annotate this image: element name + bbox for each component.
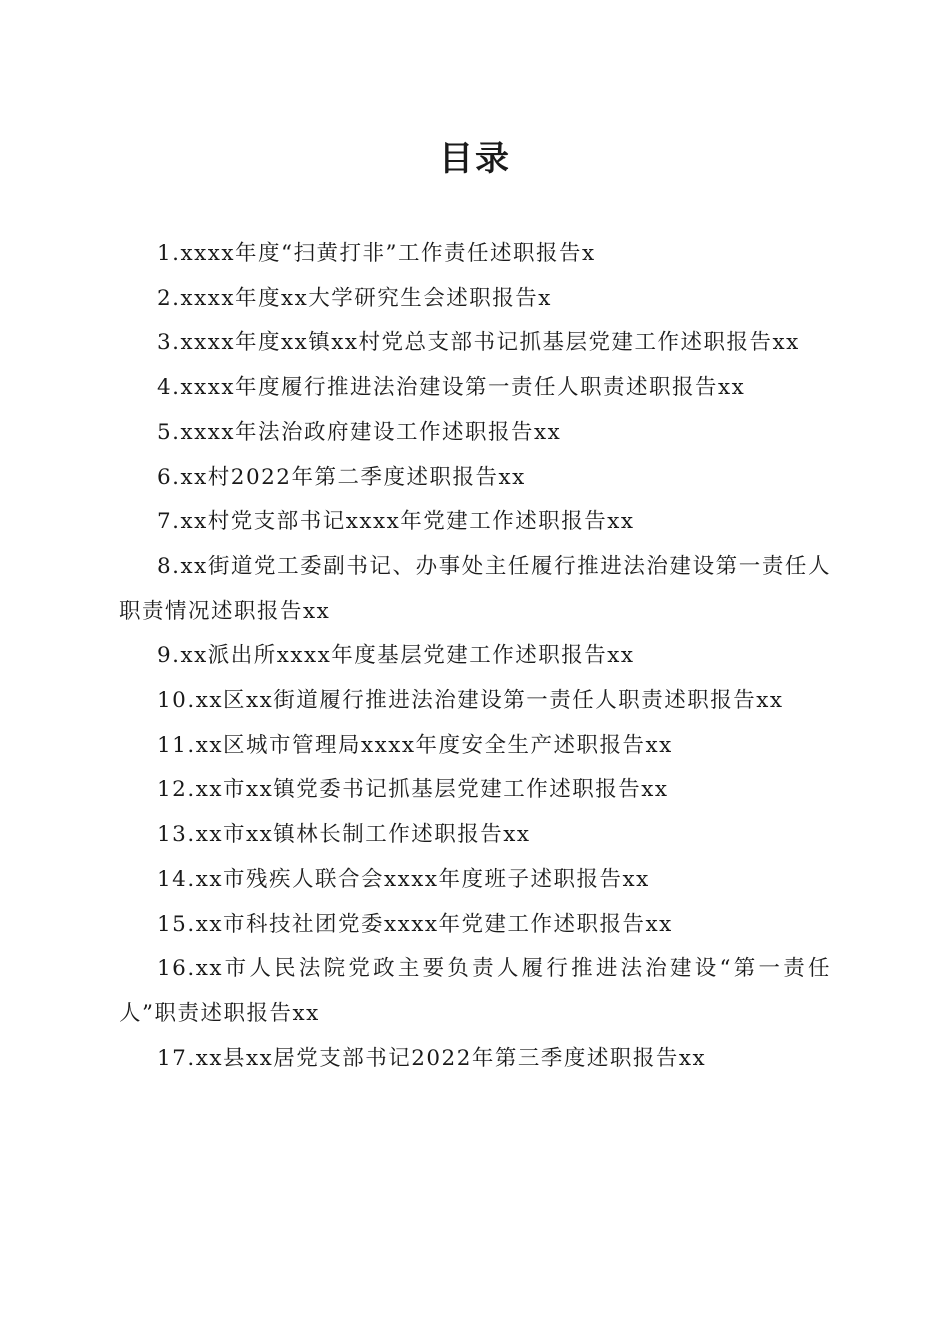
toc-entry-8[interactable]: 8.xx街道党工委副书记、办事处主任履行推进法治建设第一责任人职责情况述职报告xx: [119, 553, 831, 624]
toc-entry-5[interactable]: 5.xxxx年法治政府建设工作述职报告xx: [157, 419, 562, 445]
toc-entry-14[interactable]: 14.xx市残疾人联合会xxxx年度班子述职报告xx: [157, 866, 650, 892]
table-of-contents: [119, 232, 831, 1081]
toc-entry-1[interactable]: 1.xxxx年度“扫黄打非”工作责任述职报告x: [157, 241, 596, 266]
toc-entry-2[interactable]: 2.xxxx年度xx大学研究生会述职报告x: [157, 285, 552, 311]
toc-entry-17[interactable]: 17.xx县xx居党支部书记2022年第三季度述职报告xx: [157, 1045, 707, 1071]
toc-entry-9[interactable]: 9.xx派出所xxxx年度基层党建工作述职报告xx: [157, 643, 635, 669]
toc-entry-10[interactable]: 10.xx区xx街道履行推进法治建设第一责任人职责述职报告xx: [157, 688, 784, 714]
toc-entry-3[interactable]: 3.xxxx年度xx镇xx村党总支部书记抓基层党建工作述职报告xx: [157, 330, 800, 356]
toc-entry-12[interactable]: 12.xx市xx镇党委书记抓基层党建工作述职报告xx: [157, 777, 669, 803]
toc-entry-6[interactable]: 6.xx村2022年第二季度述职报告xx: [157, 464, 526, 490]
page-title: 目录: [439, 139, 511, 179]
toc-entry-13[interactable]: 13.xx市xx镇林长制工作述职报告xx: [157, 822, 531, 848]
toc-entry-16[interactable]: 16.xx市人民法院党政主要负责人履行推进法治建设“第一责任人”职责述职报告xx: [119, 956, 831, 1026]
toc-entry-15[interactable]: 15.xx市科技社团党委xxxx年党建工作述职报告xx: [157, 911, 673, 937]
toc-entry-4[interactable]: 4.xxxx年度履行推进法治建设第一责任人职责述职报告xx: [157, 375, 746, 401]
toc-entry-11[interactable]: 11.xx区城市管理局xxxx年度安全生产述职报告xx: [157, 732, 673, 758]
toc-entry-7[interactable]: 7.xx村党支部书记xxxx年党建工作述职报告xx: [157, 509, 635, 535]
